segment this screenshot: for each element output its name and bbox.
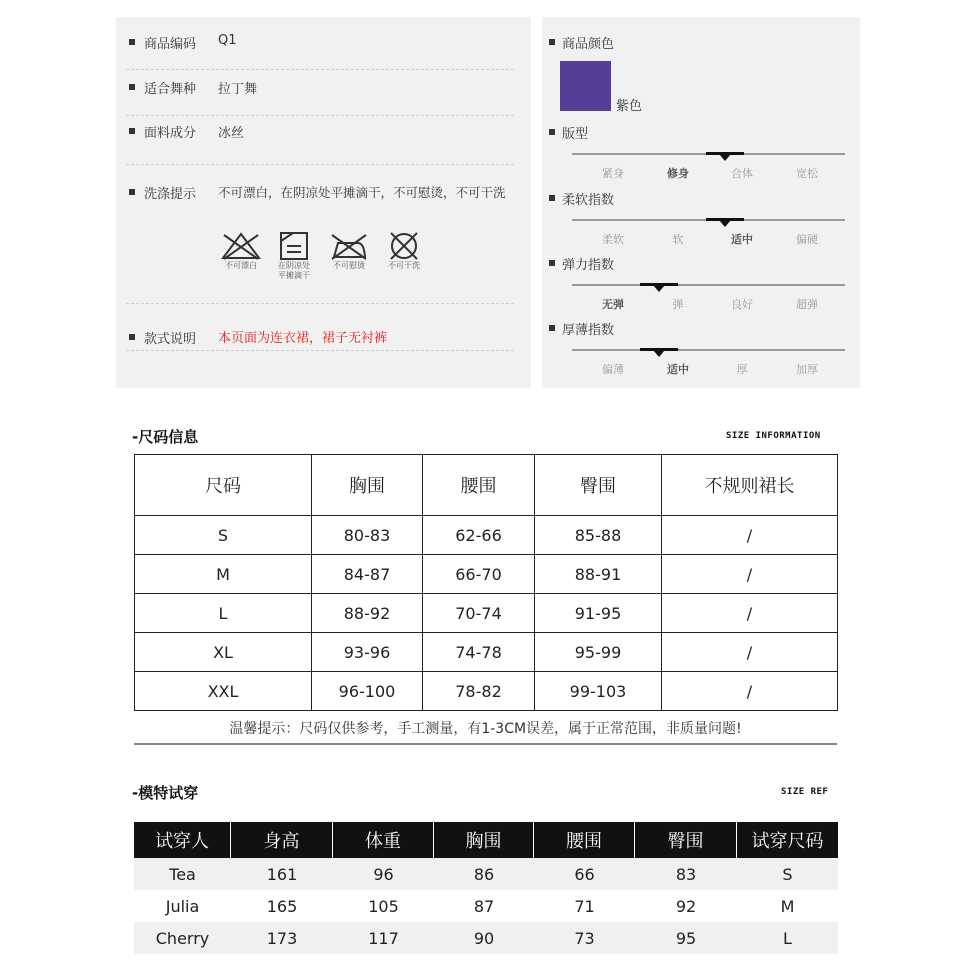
bullet-icon — [549, 39, 555, 45]
model-header-cell: 腰围 — [534, 822, 635, 858]
bullet-icon — [549, 129, 555, 135]
bullet-icon — [129, 39, 135, 45]
bullet-icon — [129, 128, 135, 134]
size-header-cell: 不规则裙长 — [662, 455, 838, 516]
divider — [126, 350, 514, 351]
model-cell: 165 — [266, 896, 298, 916]
size-cell: S — [135, 516, 312, 555]
scale-option: 合体 — [731, 167, 753, 180]
model-cell: L — [737, 922, 838, 954]
scale-track — [572, 284, 845, 286]
care-dry-flat: 在阴凉处 平摊滴干 — [269, 231, 319, 281]
model-cell: 161 — [231, 858, 333, 890]
model-cell: 87 — [473, 896, 495, 916]
info-value-wash: 不可漂白，在阴凉处平摊滴干，不可慰烫，不可干洗 — [218, 185, 506, 200]
model-cell: 117 — [333, 922, 434, 954]
bullet-icon — [549, 195, 555, 201]
size-cell: XL — [135, 633, 312, 672]
model-cell: 173 — [231, 922, 333, 954]
model-header-cell: 试穿尺码 — [737, 822, 838, 858]
divider — [134, 743, 837, 745]
size-cell: 88-92 — [312, 594, 423, 633]
model-cell: M — [780, 896, 795, 916]
divider — [126, 115, 514, 116]
size-cell: 88-91 — [535, 555, 662, 594]
bullet-icon — [129, 334, 135, 340]
info-label-fabric: 面料成分 — [144, 126, 197, 141]
size-table — [134, 454, 838, 711]
info-value-fabric: 冰丝 — [218, 126, 245, 141]
model-cell: 96 — [333, 858, 434, 890]
no-iron-icon — [328, 231, 370, 261]
model-section-title: -模特试穿 — [132, 784, 199, 802]
size-cell: / — [662, 672, 838, 711]
scale-option: 偏薄 — [602, 363, 624, 376]
table-row — [134, 890, 838, 922]
scale-option: 良好 — [731, 298, 753, 311]
no-dry-clean-icon — [383, 231, 425, 261]
model-cell: 95 — [635, 922, 737, 954]
size-header-cell: 胸围 — [312, 455, 423, 516]
model-header-cell: 胸围 — [434, 822, 534, 858]
scale-option: 超弹 — [796, 298, 818, 311]
table-row — [135, 672, 838, 711]
size-cell: / — [662, 633, 838, 672]
care-no-iron: 不可慰烫 — [324, 231, 374, 271]
scale-option: 紧身 — [602, 167, 624, 180]
scale-option: 偏硬 — [796, 233, 818, 246]
scale-option: 无弹 — [602, 298, 624, 311]
scale-track — [572, 349, 845, 351]
size-cell: 84-87 — [312, 555, 423, 594]
scale-pointer-icon — [653, 285, 665, 292]
care-no-dry-clean: 不可干洗 — [379, 231, 429, 271]
table-row — [134, 858, 838, 890]
model-table — [134, 822, 838, 954]
size-cell: 78-82 — [423, 672, 535, 711]
model-cell: 92 — [675, 896, 697, 916]
scale-option: 加厚 — [796, 363, 818, 376]
model-header-cell: 试穿人 — [134, 822, 231, 858]
model-header-cell: 臀围 — [635, 822, 737, 858]
size-cell: L — [135, 594, 312, 633]
scale-label: 柔软指数 — [562, 193, 615, 208]
scale-option: 厚 — [736, 363, 748, 376]
size-header-cell: 尺码 — [135, 455, 312, 516]
info-label-style: 款式说明 — [144, 332, 197, 347]
model-cell: 105 — [368, 896, 399, 916]
size-cell: 91-95 — [535, 594, 662, 633]
size-header-cell: 臀围 — [535, 455, 662, 516]
bullet-icon — [129, 84, 135, 90]
scale-option: 适中 — [667, 363, 689, 376]
model-cell: 83 — [635, 858, 737, 890]
model-header-cell: 体重 — [333, 822, 434, 858]
table-row — [135, 633, 838, 672]
model-cell: Julia — [165, 896, 200, 916]
product-info-panel — [116, 17, 531, 388]
size-cell: 66-70 — [423, 555, 535, 594]
info-label-dance: 适合舞种 — [144, 82, 197, 97]
dry-flat-shade-icon — [273, 231, 315, 261]
info-label-code: 商品编码 — [144, 37, 197, 52]
size-cell: / — [662, 594, 838, 633]
table-row — [135, 594, 838, 633]
scale-option: 柔软 — [602, 233, 624, 246]
bullet-icon — [549, 260, 555, 266]
color-label: 商品颜色 — [562, 37, 615, 52]
model-cell: 90 — [434, 922, 534, 954]
scale-option: 适中 — [731, 233, 753, 246]
model-cell: Tea — [134, 858, 231, 890]
size-cell: XXL — [135, 672, 312, 711]
scale-option: 宽松 — [796, 167, 818, 180]
info-label-wash: 洗涤提示 — [144, 187, 197, 202]
model-cell: 66 — [534, 858, 635, 890]
scale-pointer-icon — [653, 350, 665, 357]
model-cell: Cherry — [134, 922, 231, 954]
info-value-code: Q1 — [218, 33, 237, 48]
scale-label: 弹力指数 — [562, 258, 615, 273]
size-section-title-en: SIZE INFORMATION — [726, 431, 821, 441]
scale-pointer-icon — [719, 154, 731, 161]
info-value-dance: 拉丁舞 — [218, 82, 258, 97]
model-cell: 73 — [534, 922, 635, 954]
color-swatch — [560, 61, 611, 111]
size-cell: 99-103 — [535, 672, 662, 711]
size-cell: 96-100 — [312, 672, 423, 711]
bullet-icon — [129, 189, 135, 195]
scale-pointer-icon — [719, 220, 731, 227]
size-header-cell: 腰围 — [423, 455, 535, 516]
size-cell: / — [662, 555, 838, 594]
divider — [126, 164, 514, 165]
size-cell: 85-88 — [535, 516, 662, 555]
model-cell: 71 — [574, 896, 595, 916]
size-section-title: -尺码信息 — [132, 428, 199, 446]
table-row — [135, 516, 838, 555]
scale-label: 版型 — [562, 127, 589, 142]
bullet-icon — [549, 325, 555, 331]
size-cell: 93-96 — [312, 633, 423, 672]
size-cell: 80-83 — [312, 516, 423, 555]
size-cell: 74-78 — [423, 633, 535, 672]
style-note-text: 本页面为连衣裙，裙子无衬裤 — [218, 331, 388, 346]
size-note: 温馨提示：尺码仅供参考，手工测量，有1-3CM误差，属于正常范围，非质量问题! — [229, 721, 742, 737]
model-header-cell: 身高 — [231, 822, 333, 858]
table-row — [135, 555, 838, 594]
model-cell: S — [737, 858, 838, 890]
scale-option: 修身 — [667, 167, 689, 180]
size-cell: / — [662, 516, 838, 555]
model-cell: 86 — [434, 858, 534, 890]
no-bleach-icon — [220, 231, 262, 261]
care-no-bleach: 不可漂白 — [216, 231, 266, 271]
scale-option: 弹 — [672, 298, 684, 311]
divider — [126, 303, 514, 304]
size-cell: M — [135, 555, 312, 594]
size-cell: 62-66 — [423, 516, 535, 555]
attribute-panel — [542, 17, 860, 388]
size-cell: 70-74 — [423, 594, 535, 633]
scale-option: 软 — [672, 233, 684, 246]
divider — [126, 69, 514, 70]
color-name: 紫色 — [616, 99, 643, 114]
model-section-title-en: SIZE REF — [781, 787, 829, 797]
table-row — [134, 922, 838, 954]
scale-label: 厚薄指数 — [562, 323, 615, 338]
size-cell: 95-99 — [535, 633, 662, 672]
